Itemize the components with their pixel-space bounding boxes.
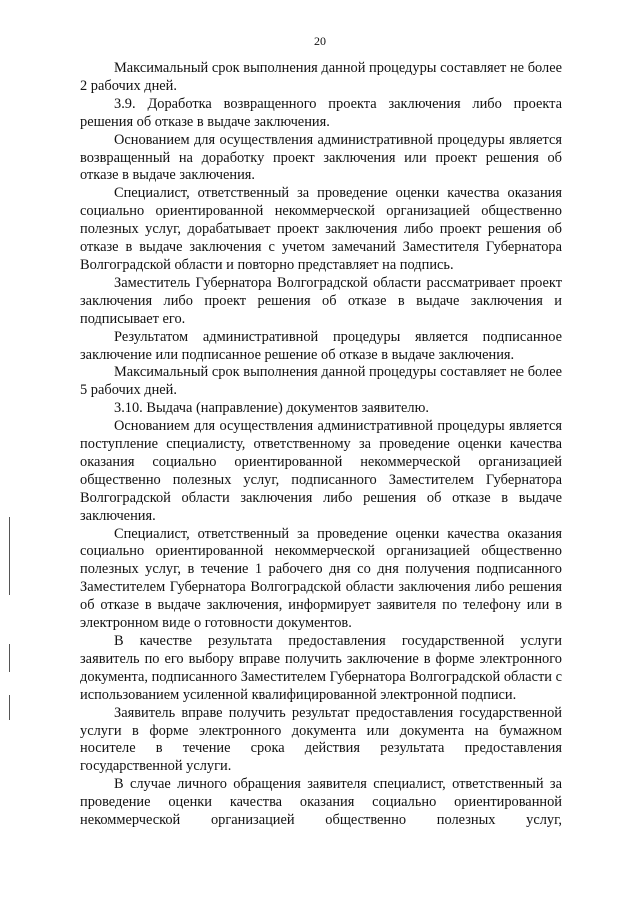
section-3-9-heading: 3.9. Доработка возвращенного проекта заключения либо проекта решения об отказе в выдаче заключения. (80, 95, 562, 130)
margin-revision-mark (9, 695, 10, 720)
paragraph-3-9-deputy-governor: Заместитель Губернатора Волгоградской области рассматривает проект заключения либо проект решения об отказе в выдаче заключения и подписывает его. (80, 274, 562, 327)
paragraph-3-9-specialist: Специалист, ответственный за проведение оценки качества оказания социально ориентированной некоммерческой организацией общественно полезных услуг, дорабатывает проект заключения либо проект решения об отказе в выдаче заключения с учетом замечаний Заместителя Губернатора Волгоградской области и повторно представляет на подпись. (80, 185, 562, 273)
paragraph-3-10-electronic-result: В качестве результата предоставления государственной услуги заявитель по его выбору вправе получить заключение в форме электронного документа, подписанного Заместителем Губернатора Волгоградской области с использованием усиленной квалифицированной электронной подписи. (80, 633, 562, 703)
margin-revision-mark (9, 517, 10, 595)
section-3-10-heading: 3.10. Выдача (направление) документов заявителю. (114, 400, 429, 417)
document-body (80, 60, 562, 830)
paragraph-3-9-basis: Основанием для осуществления административной процедуры является возвращенный на доработку проект заключения или проект решения об отказе в выдаче заключения. (80, 131, 562, 184)
paragraph-3-10-specialist: Специалист, ответственный за проведение оценки качества оказания социально ориентированной некоммерческой организацией общественно полезных услуг, в течение 1 рабочего дня со дня получения подписанного Заместителем Губернатора Волгоградской области заключения либо решения об отказе в выдаче заключения, информирует заявителя по телефону или в электронном виде о готовности документов. (80, 525, 562, 632)
page-number: 20 (314, 34, 326, 48)
paragraph-max-term-5-days: Максимальный срок выполнения данной процедуры составляет не более 5 рабочих дней. (80, 364, 562, 399)
margin-revision-mark (9, 644, 10, 672)
paragraph-3-10-basis: Основанием для осуществления административной процедуры является поступление специалисту, ответственному за проведение оценки качества оказания социально ориентированной некоммерческой организацией общественно полезных услуг, подписанного Заместителем Губернатора Волгоградской области заключения либо решения об отказе в выдаче заключения. (80, 418, 562, 524)
paragraph-max-term-2-days: Максимальный срок выполнения данной процедуры составляет не более 2 рабочих дней. (80, 60, 562, 94)
paragraph-3-10-personal-visit: В случае личного обращения заявителя специалист, ответственный за проведение оценки качества оказания социально ориентированной некоммерческой организацией общественно полезных услуг, (80, 776, 562, 829)
paragraph-3-9-result: Результатом административной процедуры является подписанное заключение или подписанное решение об отказе в выдаче заключения. (80, 328, 562, 363)
paragraph-3-10-applicant-right: Заявитель вправе получить результат предоставления государственной услуги в форме электронного документа или документа на бумажном носителе в течение срока действия результата предоставления государственной услуги. (80, 704, 562, 775)
